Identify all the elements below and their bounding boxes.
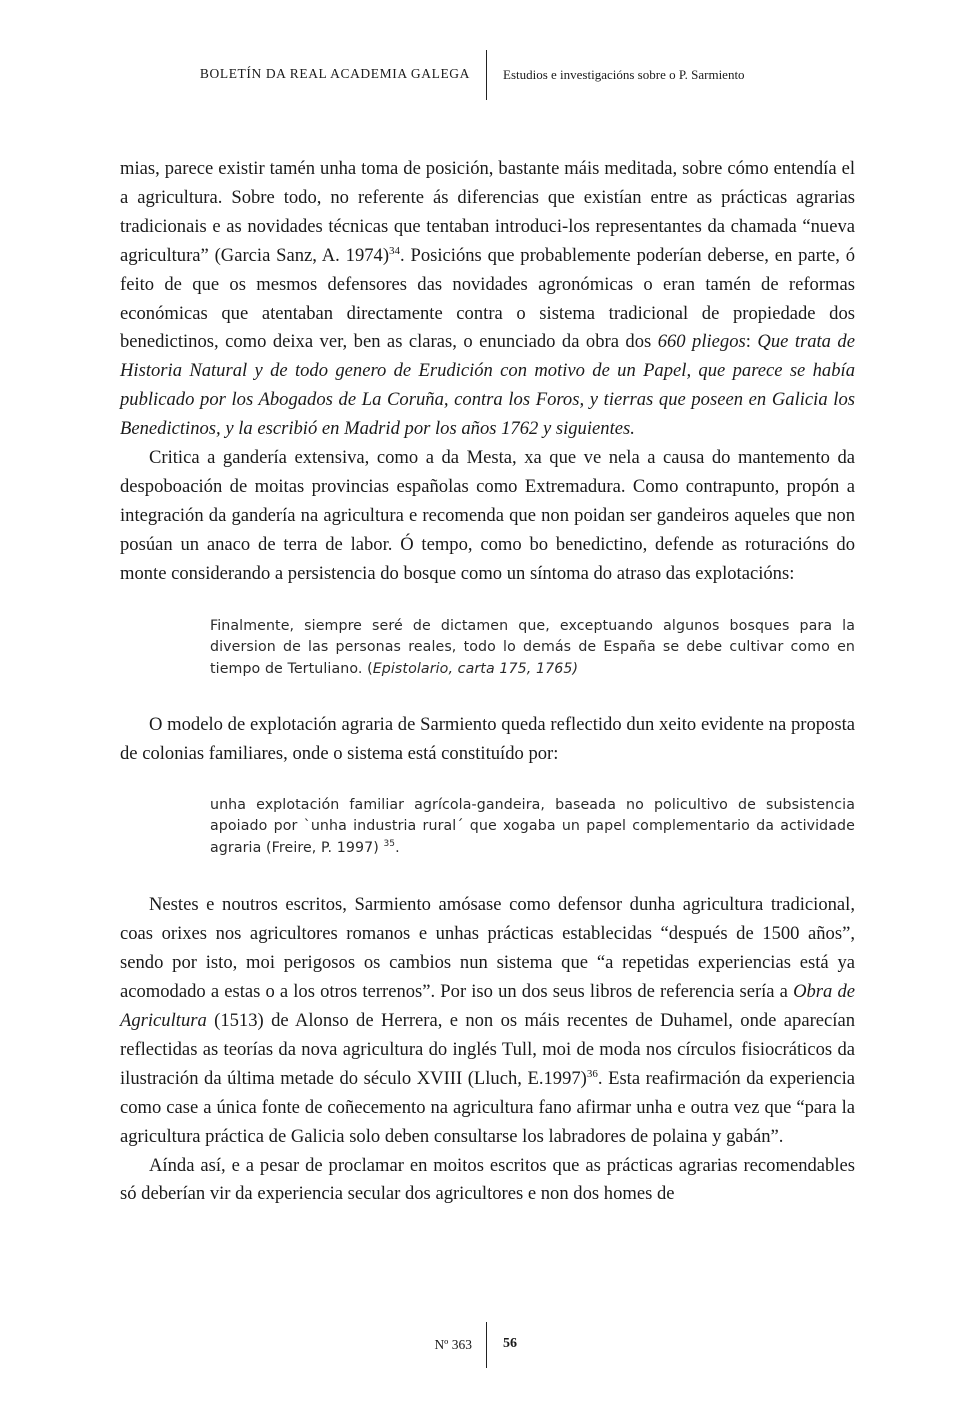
section-title: Estudios e investigacións sobre o P. Sarmiento (503, 67, 745, 82)
footer-divider (486, 1322, 487, 1368)
quote-1-text: Finalmente, siempre seré de dictamen que, exceptuando algunos bosques para la diversion de las personas reales, todo lo demás de España se debe cultivar como en tiempo de Tertuliano. ( (210, 617, 855, 677)
paragraph-4 (120, 891, 855, 1151)
paragraph-1-text-c: : (745, 331, 758, 353)
block-quote-1 (210, 616, 855, 681)
block-quote-2 (210, 795, 855, 860)
paragraph-4-text-c: . Esta reafirmación da experiencia como case a única fonte de coñecemento na agricultura fano afirmar unha e outra vez que “para la agricultura práctica de Galicia solo deben consultarse los labradores de polaina y gabán”. (120, 1067, 855, 1147)
journal-title: BOLETÍN DA REAL ACADEMIA GALEGA (199, 66, 470, 81)
paragraph-1-text-a: mias, parece existir tamén unha toma de posición, bastante máis meditada, sobre cómo entendía el a agricultura. Sobre todo, no referente ás diferencias que existían entre as prácticas agrarias tradicionais e as novidades técnicas que tentaban introduci-los representantes da chamada “nueva agricultura” (Garcia Sanz, A. 1974) (120, 158, 855, 266)
paragraph-1-text-b: . Posicións que probablemente poderían deberse, en parte, ó feito de que os mesmos defensores das novidades agronómicas o eran tamén de reformas económicas que atentaban directamente contra o sistema tradicional de propiedade dos benedictinos, como deixa ver, ben as claras, o enunciado da obra dos (120, 244, 855, 353)
work-title-italic: 660 pliegos (657, 331, 746, 353)
footnote-ref-34: 34 (389, 244, 401, 257)
footnote-ref-35: 35 (383, 838, 396, 849)
paragraph-4-text-a: Nestes e noutros escritos, Sarmiento amósase como defensor dunha agricultura tradicional, coas orixes nos agricultores romanos e unhas prácticas establecidas “después de 1500 años”, sendo por isto, moi perigosos os cambios nun sistema que “a repetidas experiencias está ya acomodado a estas o a los otros terrenos”. Por iso un dos seus libros de referencia sería a (120, 894, 855, 1003)
quote-2-end: . (395, 839, 400, 856)
header-divider (486, 50, 487, 100)
paragraph-2: Critica a gandería extensiva, como a da Mesta, xa que ve nela a causa do mantemento da despoboación de moitas provincias españolas como Extremadura. Como contrapunto, propón a integración da gandería na agricultura e recomenda que non poidan ser gandeiros aqueles que non posúan un anaco de terra de labor. Ó tempo, como bo benedictino, defende as roturacións do monte considerando a persistencia do bosque como un síntoma do atraso das explotacións: (120, 447, 855, 584)
paragraph-4-text-b: (1513) de Alonso de Herrera, e non os máis recentes de Duhamel, onde aparecían reflectidas as teorías da nova agricultura do inglés Tull, moi de moda nos círculos fisiocráticos da ilustración da última metade do século XVIII (Lluch, E.1997) (120, 1010, 855, 1089)
footnote-ref-36: 36 (586, 1067, 598, 1080)
paragraph-5: Aínda así, e a pesar de proclamar en moitos escritos que as prácticas agrarias recomendables só deberían vir da experiencia secular dos agricultores e non dos homes de (120, 1154, 855, 1205)
page-footer (0, 1322, 975, 1368)
page-number: 56 (503, 1336, 517, 1351)
quote-1-citation: Epistolario, carta 175, 1765) (372, 660, 579, 677)
issue-number: Nº 363 (434, 1337, 472, 1352)
article-body (120, 155, 855, 1209)
book-title-italic: Obra de Agricultura (120, 981, 855, 1032)
paragraph-1 (120, 155, 855, 444)
work-full-title-italic: Que trata de Historia Natural y de todo genero de Erudición con motivo de un Papel, que parece se había publicado por los Abogados de La Coruña, contra los Foros, y tierras que poseen en Galicia los Benedictinos, y la escribió en Madrid por los años 1762 y siguientes. (120, 331, 855, 440)
quote-2-text: unha explotación familiar agrícola-gandeira, baseada no policultivo de subsistencia apoiado por `unha industria rural´ que xogaba un papel complementario da actividade agraria (Freire, P. 1997) (210, 796, 855, 856)
running-header (0, 50, 975, 100)
paragraph-3: O modelo de explotación agraria de Sarmiento queda reflectido dun xeito evidente na proposta de colonias familiares, onde o sistema está constituído por: (120, 714, 855, 764)
